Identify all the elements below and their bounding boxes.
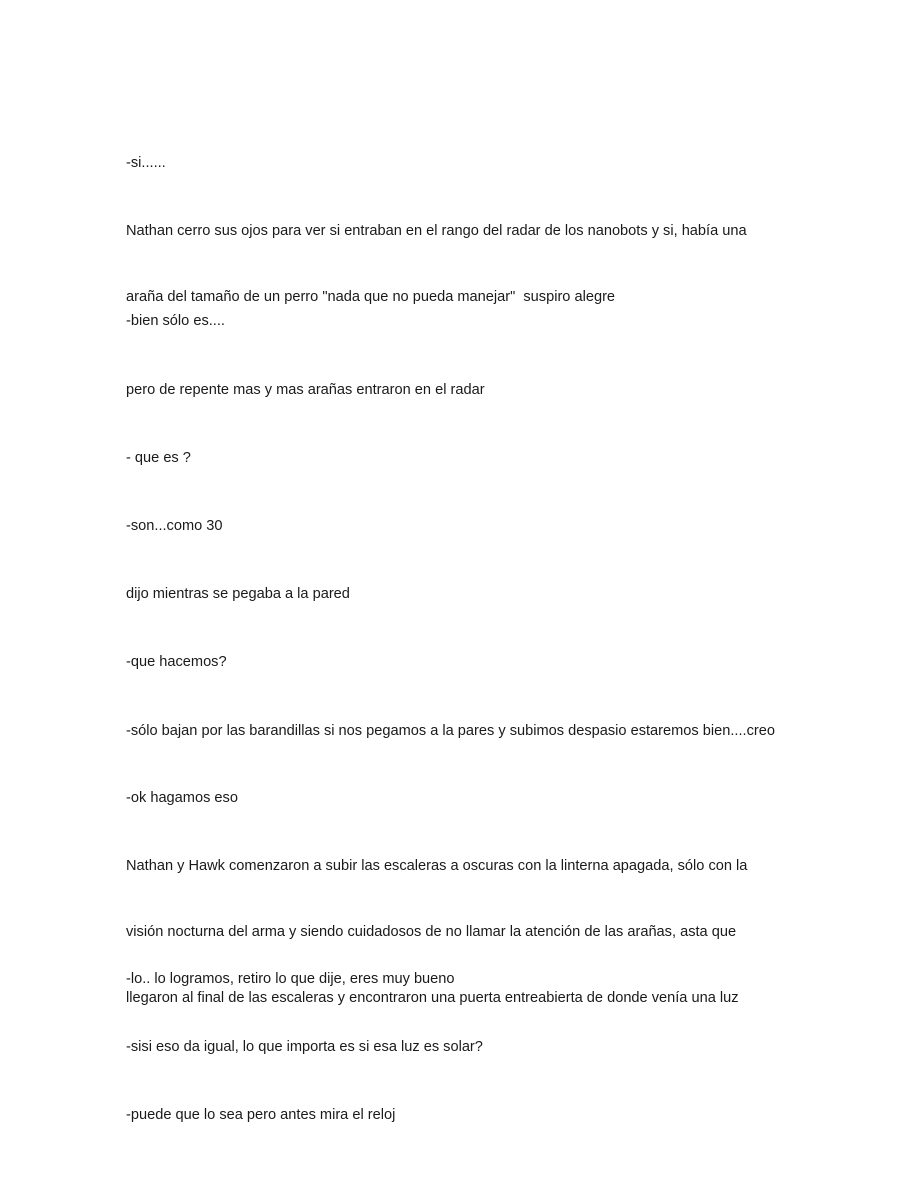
text-line: -sisi eso da igual, lo que importa es si esa luz es solar? — [126, 1039, 483, 1055]
text-line: -puede que lo sea pero antes mira el reloj — [126, 1107, 396, 1123]
text-line: -bien sólo es.... — [126, 313, 225, 329]
text-line: visión nocturna del arma y siendo cuidadosos de no llamar la atención de las arañas, asta que — [126, 924, 737, 940]
text-line: -lo.. lo logramos, retiro lo que dije, eres muy bueno — [126, 971, 455, 987]
text-line: araña del tamaño de un perro "nada que no pueda manejar" suspiro alegre — [126, 289, 616, 305]
text-line: - que es ? — [126, 450, 191, 466]
text-line: llegaron al final de las escaleras y encontraron una puerta entreabierta de donde venía una luz — [126, 990, 739, 1006]
text-line: -ok hagamos eso — [126, 790, 238, 806]
text-line: pero de repente mas y mas arañas entraron en el radar — [126, 382, 485, 398]
text-line: -si...... — [126, 155, 166, 171]
text-line: Nathan cerro sus ojos para ver si entraban en el rango del radar de los nanobots y si, había una — [126, 223, 747, 239]
text-line: dijo mientras se pegaba a la pared — [126, 586, 350, 602]
text-line: -sólo bajan por las barandillas si nos pegamos a la pares y subimos despasio estaremos bien....creo — [126, 723, 775, 739]
paragraph-reloj — [126, 1060, 786, 1170]
text-line: Nathan y Hawk comenzaron a subir las escaleras a oscuras con la linterna apagada, sólo con la — [126, 858, 748, 874]
text-line: -que hacemos? — [126, 654, 227, 670]
text-line: -son...como 30 — [126, 518, 223, 534]
